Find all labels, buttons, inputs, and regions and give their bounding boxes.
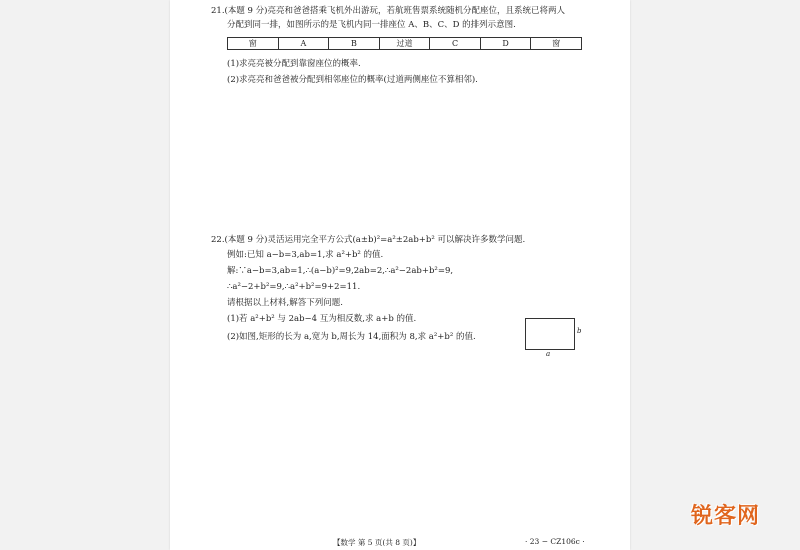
q22-sub2: (2)如图,矩形的长为 a,宽为 b,周长为 14,面积为 8,求 a²+b² 的值. bbox=[227, 332, 476, 342]
watermark-logo: 锐客网 bbox=[690, 504, 760, 529]
q22-stem-line1: 22.(本题 9 分)灵活运用完全平方公式(a±b)²=a²±2ab+b² 可以解决许多数学问题. bbox=[211, 235, 526, 245]
page-footer-right: · 23 − CZ106c · bbox=[525, 537, 585, 546]
seat-d: D bbox=[480, 38, 531, 50]
seat-window-left: 窗 bbox=[228, 38, 279, 50]
q21-stem-line1: 21.(本题 9 分)亮亮和爸爸搭乘飞机外出游玩，若航班售票系统随机分配座位，且系统已将两人 bbox=[211, 6, 565, 16]
q22-solution-line2: ∴a²−2+b²=9,∴a²+b²=9+2=11. bbox=[227, 282, 361, 292]
seat-aisle: 过道 bbox=[379, 38, 430, 50]
rect-label-a: a bbox=[546, 350, 551, 358]
seat-b: B bbox=[329, 38, 380, 50]
seat-a: A bbox=[278, 38, 329, 50]
seat-window-right: 窗 bbox=[531, 38, 582, 50]
page-footer-left: 【数学 第 5 页(共 8 页)】 bbox=[333, 538, 421, 547]
rect-label-b: b bbox=[577, 327, 582, 335]
rectangle-figure bbox=[525, 318, 575, 350]
q22-sub1: (1)若 a²+b² 与 2ab−4 互为相反数,求 a+b 的值. bbox=[227, 314, 417, 324]
q21-stem-line2: 分配到同一排，如图所示的是飞机内同一排座位 A、B、C、D 的排列示意图. bbox=[227, 20, 516, 30]
q22-example: 例如:已知 a−b=3,ab=1,求 a²+b² 的值. bbox=[227, 250, 384, 260]
q21-sub2: (2)求亮亮和爸爸被分配到相邻座位的概率(过道两侧座位不算相邻). bbox=[227, 75, 478, 85]
q22-solution-line1: 解:∵a−b=3,ab=1,∴(a−b)²=9,2ab=2,∴a²−2ab+b²=9, bbox=[227, 266, 454, 276]
seat-layout-table bbox=[227, 37, 582, 50]
q22-instruction: 请根据以上材料,解答下列问题. bbox=[227, 298, 343, 308]
seat-c: C bbox=[430, 38, 481, 50]
q21-sub1: (1)求亮亮被分配到靠窗座位的概率. bbox=[227, 59, 361, 69]
